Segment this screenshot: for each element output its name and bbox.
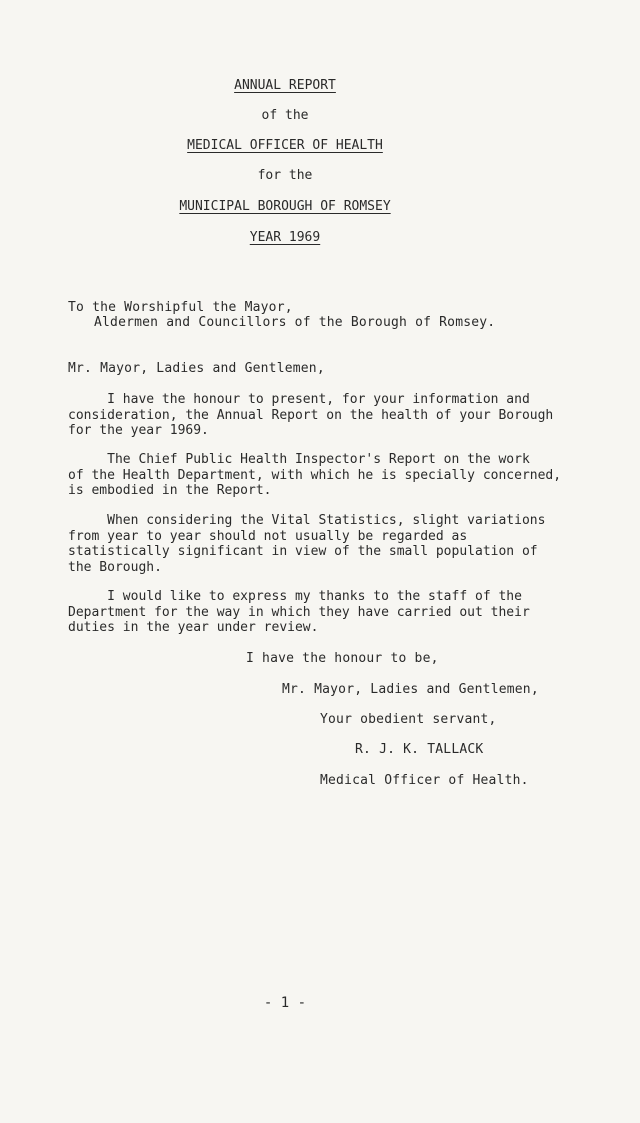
address-line-1: To the Worshipful the Mayor,: [68, 300, 293, 315]
signature-name: R. J. K. TALLACK: [355, 742, 484, 757]
page-number: - 1 -: [263, 995, 307, 1011]
paragraph-4: [68, 589, 628, 636]
title-year: YEAR 1969: [249, 230, 321, 245]
paragraph-line: When considering the Vital Statistics, slight variations: [68, 513, 546, 528]
paragraph-line: duties in the year under review.: [68, 620, 319, 635]
title-for-the: for the: [257, 168, 313, 183]
paragraph-line: for the year 1969.: [68, 423, 209, 438]
salutation: Mr. Mayor, Ladies and Gentlemen,: [68, 361, 325, 376]
paragraph-line: from year to year should not usually be regarded as: [68, 528, 468, 544]
paragraph-line: The Chief Public Health Inspector's Report on the work: [68, 452, 530, 467]
paragraph-2: [68, 452, 628, 499]
title-annual-report: ANNUAL REPORT: [234, 78, 336, 93]
paragraph-1: [68, 392, 628, 439]
paragraph-line: statistically significant in view of the small population of: [68, 544, 538, 559]
closing-honour: I have the honour to be,: [246, 651, 439, 666]
title-of-the: of the: [261, 108, 309, 123]
closing-servant: Your obedient servant,: [320, 712, 497, 727]
address-line-2: Aldermen and Councillors of the Borough of Romsey.: [94, 315, 496, 330]
title-borough: MUNICIPAL BOROUGH OF ROMSEY: [179, 199, 391, 214]
signature-title: Medical Officer of Health.: [320, 773, 529, 788]
paragraph-line: I have the honour to present, for your information and: [68, 392, 530, 407]
paragraph-line: of the Health Department, with which he is specially concerned,: [68, 467, 562, 483]
closing-address: Mr. Mayor, Ladies and Gentlemen,: [282, 682, 539, 697]
paragraph-line: I would like to express my thanks to the staff of the: [68, 589, 522, 604]
paragraph-line: Department for the way in which they have carried out their: [68, 604, 530, 620]
paragraph-line: the Borough.: [68, 559, 162, 575]
paragraph-line: consideration, the Annual Report on the health of your Borough: [68, 407, 554, 423]
title-medical-officer: MEDICAL OFFICER OF HEALTH: [187, 138, 383, 153]
paragraph-line: is embodied in the Report.: [68, 483, 272, 498]
paragraph-3: [68, 513, 628, 575]
